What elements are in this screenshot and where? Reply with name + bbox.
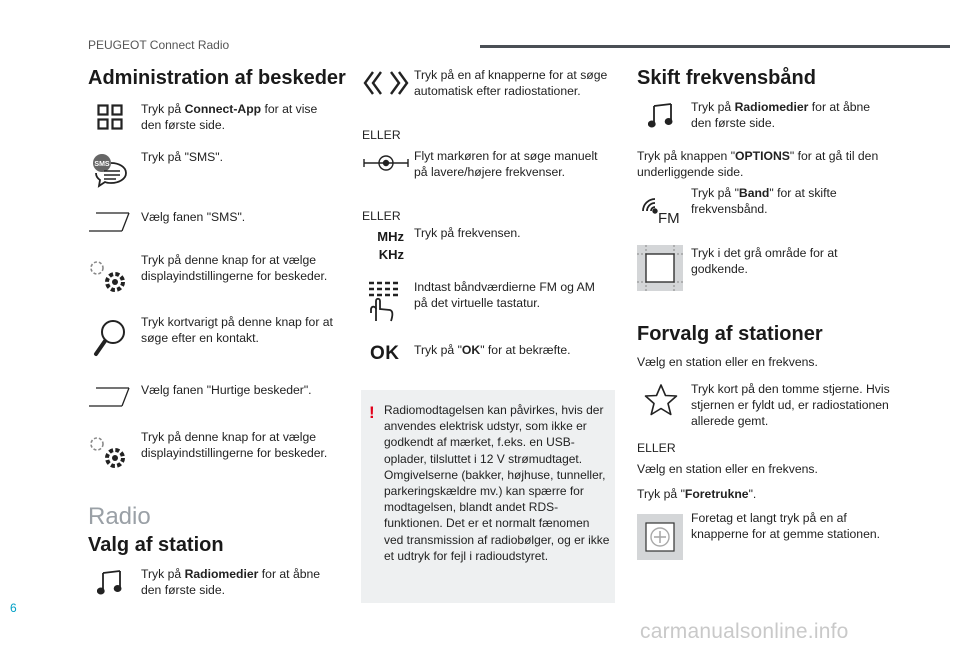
- text-preset-intro-2: Vælg en station eller en frekvens.: [637, 462, 818, 476]
- step-quick-messages-tab: Vælg fanen "Hurtige beskeder".: [141, 383, 312, 397]
- step-manual-seek: Flyt markøren for at søge manuelt på lavere/højere frekvenser.: [414, 149, 598, 179]
- or-label-1: ELLER: [362, 128, 401, 142]
- step-sms-tab: Vælg fanen "SMS".: [141, 210, 246, 224]
- heading-radio: Radio: [88, 503, 151, 530]
- ok-icon: OK: [370, 343, 400, 364]
- music-note-icon: [97, 570, 123, 596]
- step-display-settings-2: Tryk på denne knap for at vælge displayindstillingerne for beskeder.: [141, 430, 328, 460]
- add-preset-icon: [637, 514, 683, 560]
- header-title: PEUGEOT Connect Radio: [88, 38, 230, 52]
- settings-gear-icon: [89, 434, 129, 472]
- step-auto-seek: Tryk på en af knapperne for at søge automatisk efter radiostationer.: [414, 68, 608, 98]
- step-confirm-gray: Tryk i det grå område for at godkende.: [691, 246, 838, 276]
- step-sms: Tryk på "SMS".: [141, 150, 224, 164]
- warning-icon: !: [369, 403, 375, 422]
- or-label-3: ELLER: [637, 441, 676, 455]
- sms-icon: [89, 152, 129, 188]
- text-favorites: Tryk på "Foretrukne".: [637, 487, 757, 501]
- music-note-icon: [648, 103, 674, 129]
- watermark: carmanualsonline.info: [640, 620, 849, 643]
- tab-icon: [88, 386, 130, 408]
- text-preset-intro: Vælg en station eller en frekvens.: [637, 355, 818, 369]
- svg-text:FM: FM: [658, 210, 680, 225]
- fm-band-icon: [640, 193, 682, 225]
- search-icon: [93, 318, 127, 358]
- note-text: Radiomodtagelsen kan påvirkes, hvis der anvendes elektrisk udstyr, som ikke er godkendt af mærket, f.eks. en USB-oplader, tilsluttet i 12 V strømudtaget. Omgivelserne (bakker, højhuse, tunneller, parkeringskældre mv.) kan spærre for modtagelsen, blandt andet RDS-funktionen. Det er et normalt fænomen ved transmission af radiobølger, og er ikke et udtryk for fejl i radioudstyret.: [384, 403, 610, 563]
- step-band-radio-media: Tryk på Radiomedier for at åbne den første side.: [691, 100, 871, 130]
- step-display-settings-1: Tryk på denne knap for at vælge displayindstillingerne for beskeder.: [141, 253, 328, 283]
- or-label-2: ELLER: [362, 209, 401, 223]
- step-long-press: Foretag et langt tryk på en af knapperne for at gemme stationen.: [691, 511, 881, 541]
- app-grid-icon: [97, 104, 123, 130]
- seek-arrows-icon: [363, 70, 409, 96]
- step-ok: Tryk på "OK" for at bekræfte.: [414, 343, 571, 357]
- page-number: 6: [10, 601, 17, 615]
- svg-text:SMS: SMS: [94, 161, 110, 168]
- step-star: Tryk kort på den tomme stjerne. Hvis stjernen er fyldt ud, er radiostationen allerede gemt.: [691, 382, 890, 428]
- star-outline-icon: [644, 383, 678, 417]
- step-band: Tryk på "Band" for at skifte frekvensbånd.: [691, 186, 837, 216]
- heading-presets: Forvalg af stationer: [637, 323, 823, 345]
- text-options: Tryk på knappen "OPTIONS" for at gå til den underliggende side.: [637, 149, 879, 179]
- step-radio-media: Tryk på Radiomedier for at åbne den første side.: [141, 567, 321, 597]
- keypad-touch-icon: [366, 279, 402, 323]
- manual-tune-slider-icon: [362, 153, 410, 173]
- step-search-contact: Tryk kortvarigt på denne knap for at søge efter en kontakt.: [141, 315, 333, 345]
- header-rule: [480, 45, 950, 48]
- mhz-khz-icon: MHz KHz: [377, 229, 404, 262]
- heading-band-switch: Skift frekvensbånd: [637, 67, 816, 89]
- heading-station-select: Valg af station: [88, 534, 224, 556]
- step-keypad: Indtast båndværdierne FM og AM på det virtuelle tastatur.: [414, 280, 595, 310]
- tab-icon: [88, 211, 130, 233]
- step-connect-app: Tryk på Connect-App for at vise den første side.: [141, 102, 318, 132]
- step-frequency: Tryk på frekvensen.: [414, 226, 521, 240]
- settings-gear-icon: [89, 258, 129, 296]
- heading-message-admin: Administration af beskeder: [88, 67, 346, 89]
- confirm-area-icon: [637, 245, 683, 291]
